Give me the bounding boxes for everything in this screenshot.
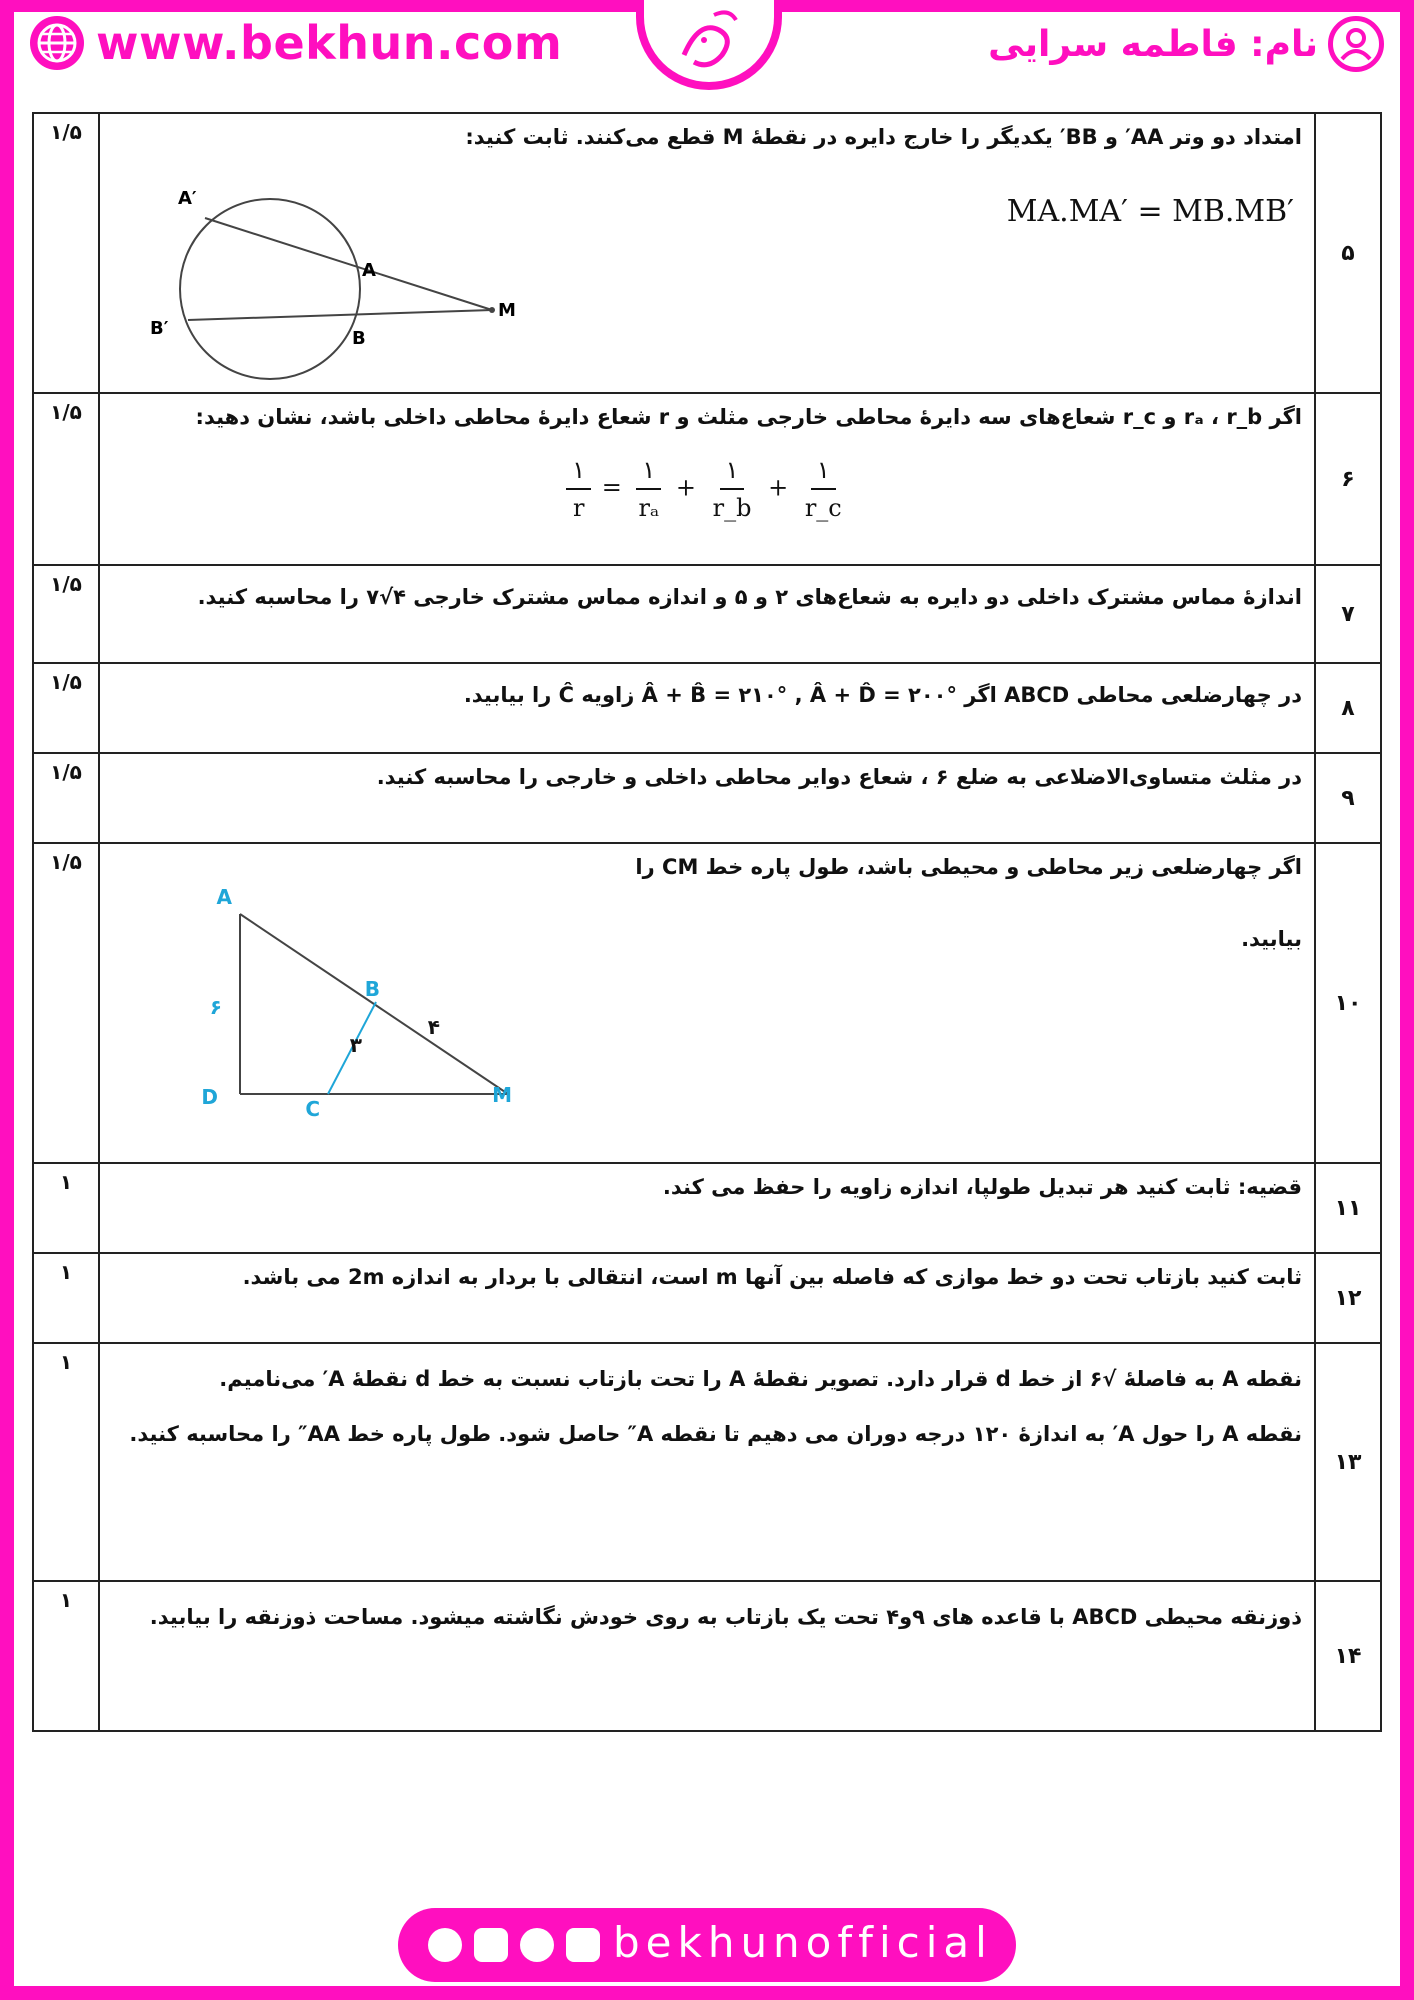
question-score: ۱/۵ [33, 565, 99, 663]
question-text: نقطه A به فاصلهٔ √۶ از خط d قرار دارد. تصویر نقطهٔ A را تحت بازتاب نسبت به خط d نقطهٔ A′ می‌نامیم. [219, 1367, 1302, 1391]
question-text: اندازهٔ مماس مشترک داخلی دو دایره به شعاع‌های ۲ و ۵ و اندازه مماس مشترک خارجی ۴√۷ را محاسبه کنید. [197, 585, 1302, 609]
question-row [33, 1581, 1381, 1731]
youtube-icon[interactable] [474, 1928, 508, 1962]
question-score: ۱/۵ [33, 393, 99, 565]
student-name [988, 16, 1384, 72]
site-url: www.bekhun.com [96, 16, 563, 70]
social-footer[interactable] [398, 1908, 1016, 1982]
question-formula: MA.MA′ = MB.MB′ [1006, 194, 1294, 229]
instagram-icon[interactable] [566, 1928, 600, 1962]
question-text: قضیه: ثابت کنید هر تبدیل طولپا، اندازه زاویه را حفظ می کند. [662, 1175, 1302, 1199]
question-body [99, 565, 1315, 663]
question-score: ۱ [33, 1163, 99, 1253]
question-row [33, 1163, 1381, 1253]
question-number: ۷ [1315, 565, 1381, 663]
label-b-prime: B′ [150, 318, 169, 339]
question-text: ثابت کنید بازتاب تحت دو خط موازی که فاصله بین آنها m است، انتقالی با بردار به اندازه 2m می باشد. [242, 1265, 1302, 1289]
question-row [33, 663, 1381, 753]
question-number: ۱۴ [1315, 1581, 1381, 1731]
label-a: A [362, 260, 376, 281]
label-len-3: ۳ [349, 1033, 362, 1057]
question-score: ۱ [33, 1343, 99, 1581]
question-score: ۱/۵ [33, 663, 99, 753]
question-body [99, 113, 1315, 393]
logo-tab [636, 0, 782, 90]
question-text-2: بیابید. [1241, 926, 1302, 951]
question-body [99, 663, 1315, 753]
label-a: A [216, 885, 232, 909]
question-body [99, 1253, 1315, 1343]
question-score: ۱ [33, 1253, 99, 1343]
aparat-icon[interactable] [428, 1928, 462, 1962]
label-a-prime: A′ [178, 188, 197, 209]
social-handle: bekhunofficial [613, 1918, 993, 1967]
name-label: نام: فاطمه سرایی [988, 23, 1318, 65]
question-body [99, 1581, 1315, 1731]
question-number: ۹ [1315, 753, 1381, 843]
label-m: M [492, 1083, 512, 1107]
question-number: ۸ [1315, 663, 1381, 753]
telegram-icon[interactable] [520, 1928, 554, 1962]
question-row [33, 753, 1381, 843]
question-row [33, 113, 1381, 393]
quadrilateral-figure [140, 884, 560, 1134]
question-score: ۱/۵ [33, 843, 99, 1163]
site-link[interactable] [30, 16, 562, 70]
question-text: در مثلث متساوی‌الاضلاعی به ضلع ۶ ، شعاع دوایر محاطی داخلی و خارجی را محاسبه کنید. [376, 765, 1302, 789]
question-row [33, 565, 1381, 663]
label-m: M [498, 300, 516, 321]
question-body [99, 753, 1315, 843]
question-body [99, 843, 1315, 1163]
bekhun-logo-icon [644, 0, 774, 82]
questions-table [32, 112, 1382, 1732]
label-d: D [201, 1085, 218, 1109]
question-row [33, 393, 1381, 565]
question-score: ۱/۵ [33, 753, 99, 843]
user-icon [1328, 16, 1384, 72]
question-body [99, 1163, 1315, 1253]
secant-circle-figure [140, 174, 540, 384]
question-text: اگر چهارضلعی زیر محاطی و محیطی باشد، طول پاره خط CM را [635, 855, 1302, 879]
question-text-2: نقطه A را حول A′ به اندازهٔ ۱۲۰ درجه دوران می دهیم تا نقطه A″ حاصل شود. طول پاره خط AA″ را محاسبه کنید. [129, 1421, 1302, 1446]
question-number: ۱۳ [1315, 1343, 1381, 1581]
question-formula: $\frac{۱}{r}$ = $\frac{۱}{\text{rₐ}}$ + $\frac{۱}{r\_b}$ + $\frac{۱}{r\_c}$ [112, 452, 1302, 526]
question-score: ۱ [33, 1581, 99, 1731]
question-row [33, 1343, 1381, 1581]
question-number: ۱۰ [1315, 843, 1381, 1163]
question-text: ذوزنقه محیطی ABCD با قاعده های ۹و۴ تحت یک بازتاب به روی خودش نگاشته میشود. مساحت ذوزنقه را بیابید. [149, 1605, 1302, 1629]
label-b: B [364, 977, 380, 1001]
question-text: در چهارضلعی محاطی ABCD اگر Â + B̂ = ۲۱۰° , Â + D̂ = ۲۰۰° زاویه Ĉ را بیابید. [463, 683, 1302, 707]
question-number: ۶ [1315, 393, 1381, 565]
label-b: B [352, 328, 366, 349]
globe-icon [30, 16, 84, 70]
question-text: اگر rₐ ، r_b و r_c شعاع‌های سه دایرهٔ محاطی خارجی مثلث و r شعاع دایرهٔ محاطی داخلی باشد، نشان دهید: [195, 405, 1302, 429]
label-c: C [305, 1097, 320, 1121]
question-text: امتداد دو وتر AA′ و BB′ یکدیگر را خارج دایره در نقطهٔ M قطع می‌کنند. ثابت کنید: [465, 125, 1302, 149]
label-len-4: ۴ [427, 1015, 440, 1039]
question-number: ۱۱ [1315, 1163, 1381, 1253]
question-number: ۵ [1315, 113, 1381, 393]
question-body [99, 393, 1315, 565]
question-row [33, 843, 1381, 1163]
question-body [99, 1343, 1315, 1581]
question-number: ۱۲ [1315, 1253, 1381, 1343]
question-row [33, 1253, 1381, 1343]
label-len-6: ۶ [209, 995, 222, 1019]
question-score: ۱/۵ [33, 113, 99, 393]
